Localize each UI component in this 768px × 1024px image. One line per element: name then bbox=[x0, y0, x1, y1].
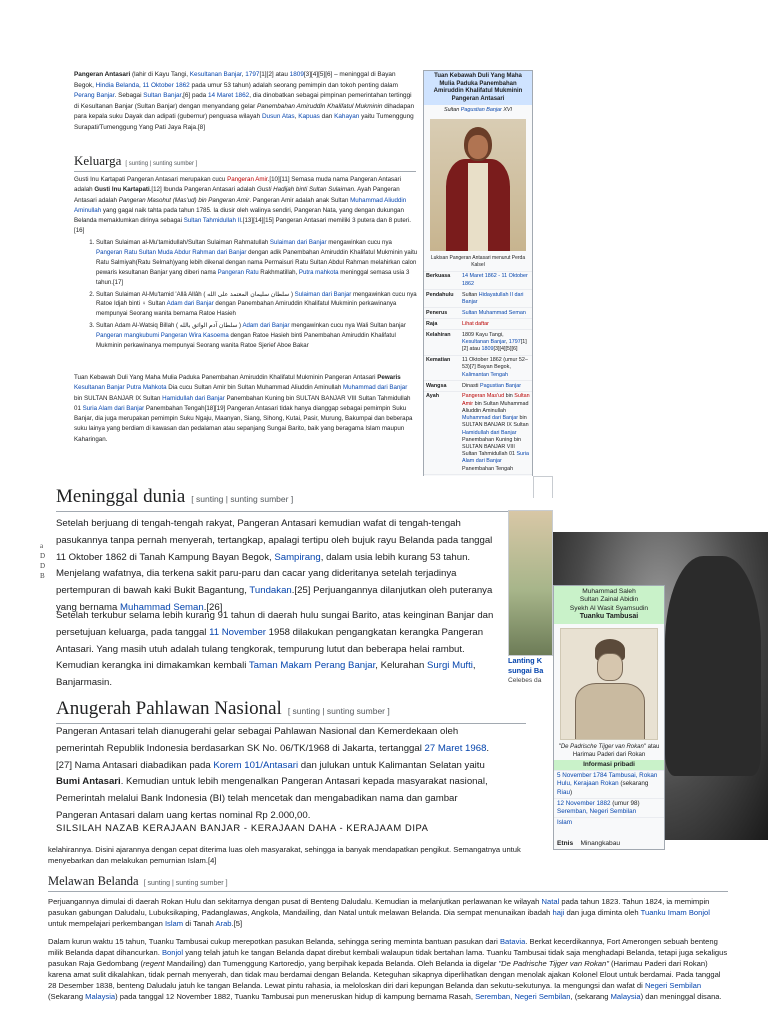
list-item bbox=[96, 290, 418, 320]
infobox-title: Tuan Kebawah Duli Yang Maha Mulia Paduka Panembahan Amiruddin Khalifatul Mukminin Pangeran Antasari bbox=[424, 71, 532, 105]
wiki-link[interactable]: Islam bbox=[557, 819, 573, 827]
text-run: Dalam kurun waktu 15 tahun, Tuanku Tambusai cukup merepotkan pasukan Belanda, sehingga sering meminta bantuan pasukan dari bbox=[48, 937, 500, 946]
text-run: Dia cucu Sultan Amir bin Sultan Muhammad Aliuddin Aminullah bbox=[166, 384, 343, 392]
text-run: .[27] Nama Antasari diabadikan pada bbox=[56, 742, 490, 771]
text-run: Perjuangannya dimulai di daerah Rokan Hulu dan sekitarnya dengan pusat di Benteng Daludalu. Kemudian ia melanjutkan perlawanan ke wilayah bbox=[48, 897, 542, 906]
wiki-link[interactable]: haji bbox=[552, 908, 565, 917]
margin-glyph: D bbox=[40, 562, 46, 570]
wiki-link[interactable]: Taman Makam Perang Banjar bbox=[248, 660, 376, 672]
heading-text: Meninggal dunia bbox=[56, 486, 186, 507]
infobox-caption: Lukisan Pangeran Antasari menurut Perda Kalsel bbox=[430, 254, 526, 268]
text-run: Panembahan Tengah[18][19] Pangeran Antasari tidak hanya dianggap sebagai pemimpin Suku Banjar, dia juga merupakan pemimpin Suku Ngaju, Maanyan, Siang, Sihong, Kutai, Pasir, Murung, Bakumpai dan beberapa suku lainya yang berdiam di kawasan dan pedalaman atau sepanjang Sungai Barito, baik yang beragama Islam maupun Kaharingan. bbox=[74, 404, 413, 443]
wiki-link[interactable]: Tuanku Imam Bonjol bbox=[640, 908, 710, 917]
wiki-link[interactable]: Tambusai, Rokan Hulu, Kerajaan Rokan bbox=[557, 772, 658, 788]
section-header: Informasi pribadi bbox=[554, 760, 664, 770]
infobox-key: Berkuasa bbox=[424, 271, 460, 289]
edit-link[interactable]: [ sunting | sunting sumber ] bbox=[287, 706, 390, 716]
lineage-paragraph bbox=[74, 373, 416, 445]
portrait-face-shape bbox=[597, 653, 623, 681]
text-run: dengan Panembahan Amiruddin Khalifatul Mukminin perkawinanya mempunyai Seorang wanita bernama Ratoe Hasieh bbox=[96, 300, 397, 318]
text-run: .[25] Perjuangannya dilanjutkan oleh puteranya yang bernama bbox=[56, 585, 493, 613]
text-run: . Kemudian untuk lebih mengenalkan Pangeran Antasari kepada masyarakat nasional, Pemerintah melalui Bank Indonesia (BI) telah mencetak dan mengabadikan nama dan gambar Pangeran Antasari dalam uang kertas nominal Rp 2.000,00. bbox=[56, 776, 488, 821]
wiki-link[interactable]: Pangeran Ratu bbox=[217, 268, 259, 276]
painting-caption-line[interactable]: sungai Ba bbox=[508, 666, 544, 675]
wiki-link[interactable]: Adam dari Banjar bbox=[166, 300, 214, 308]
etnis-row bbox=[553, 838, 665, 850]
text-run: meninggal semasa usia 3 tahun.[17] bbox=[96, 268, 410, 286]
wiki-link[interactable]: Natal bbox=[541, 897, 560, 906]
text-run: "De Padrische Tijger van Rokan" bbox=[498, 959, 609, 968]
redlink[interactable]: Lihat daftar bbox=[462, 320, 489, 327]
painting-caption-line: Celebes da bbox=[508, 677, 542, 684]
text-run: bin bbox=[504, 393, 515, 400]
wiki-link[interactable]: Malaysia bbox=[85, 992, 116, 1001]
wiki-link[interactable]: Bonjol bbox=[161, 948, 184, 957]
infobox-value bbox=[460, 330, 532, 355]
painting-caption-line[interactable]: Lanting K bbox=[508, 656, 543, 665]
wiki-link[interactable]: Dusun Atas bbox=[261, 113, 295, 121]
wiki-link[interactable]: 11 Oktober 1862 bbox=[142, 81, 190, 89]
text-run: .[5] bbox=[231, 919, 243, 928]
redlink[interactable]: Pangeran Mas'ud bbox=[462, 393, 505, 400]
text-run: (Harimau Paderi dari Rokan) karena amat sulit dikalahkan, tidak pernah menyerah, dan tidak mau berdamai dengan Belanda. Keteguhan sikapnya diperlihatkan dengan menolak ajakan Kolonel Elout untuk berdamai. Pada tanggal 28 Desember 1838, benteng Daludalu jatuh ke tangan Belanda. Lewat pintu rahasia, ia meloloskan diri dari kepungan Belanda dan sekutu-sekutunya. Ia mengungsi dan wafat di bbox=[48, 959, 721, 990]
wiki-link[interactable]: Suria Alam dari Banjar bbox=[82, 404, 145, 412]
etnis-value: Minangkabau bbox=[580, 840, 621, 847]
family-list bbox=[96, 238, 418, 353]
born-row bbox=[554, 770, 664, 798]
text-run: bin SULTAN BANJAR IX Sultan bbox=[74, 394, 163, 402]
text-run: 11 Oktober 1862 (umur 52–53)[7] Bayan Begok, bbox=[462, 357, 528, 371]
wiki-link[interactable]: Tundakan bbox=[249, 585, 292, 597]
text-run: Pangeran Antasari bbox=[74, 71, 131, 78]
title-line: Syekh Al Wasit Syamsudin bbox=[569, 604, 649, 612]
text-run: yaitu Tumenggung Surapati/Tumenggung Yang Pati Jaya Raja. bbox=[74, 113, 414, 131]
infobox-title bbox=[554, 586, 664, 624]
text-run: Gusti Inu Kartapati Pangeran Antasari merupakan cucu bbox=[74, 176, 228, 183]
wiki-link[interactable]: Seremban bbox=[475, 992, 511, 1001]
caption-italic: "De Padrische Tijger van Rokan" bbox=[558, 743, 646, 750]
text-run: 1809 Kayu Tangi, bbox=[462, 331, 504, 338]
frame-stub bbox=[533, 476, 553, 498]
infobox-value bbox=[460, 308, 532, 319]
text-run: dan bbox=[319, 113, 335, 121]
wiki-link[interactable]: 1809 bbox=[289, 71, 304, 78]
wiki-link[interactable]: Muhammad dari Banjar bbox=[343, 384, 408, 392]
redlink[interactable]: Pangeran Amir bbox=[227, 176, 268, 183]
wiki-link[interactable]: Kesultanan Banjar bbox=[189, 71, 242, 78]
infobox-rows bbox=[424, 271, 532, 482]
text-run: , bbox=[505, 338, 509, 345]
wiki-link[interactable]: Malaysia bbox=[610, 992, 641, 1001]
text-run: Bumi Antasari bbox=[56, 776, 121, 788]
infobox-key: Raja bbox=[424, 319, 460, 330]
text-run: .[13][14][15] Pangeran Antasari memiliki 3 putera dan 8 puteri.[16] bbox=[74, 217, 411, 235]
wiki-link[interactable]: 14 Maret 1862 bbox=[207, 92, 250, 100]
text-run: Setelah berjuang di tengah-tengah rakyat, Pangeran Antasari kemudian wafat di tengah-tengah pasukannya tanpa pernah menyerah, tertangkap, apalagi tertipu oleh bujuk rayu Belanda pada tanggal 11 Oktober 1862 di Tanah Kampung Bayan Begok, bbox=[56, 518, 493, 563]
wiki-link[interactable]: Muhammad Aliuddin Aminullah bbox=[74, 196, 407, 214]
text-run: ,[6] pada bbox=[181, 92, 208, 100]
wiki-link[interactable]: Pagustian Banjar bbox=[479, 382, 522, 389]
text-run: . Ayah Pangeran Antasari adalah bbox=[74, 186, 400, 204]
wiki-link[interactable]: Hidayatullah II dari Banjar bbox=[462, 291, 524, 305]
painting-thumbnail[interactable] bbox=[508, 510, 553, 656]
lead-paragraph bbox=[74, 70, 416, 134]
edit-link[interactable]: [ sunting | sunting sumber ] bbox=[125, 161, 198, 167]
wiki-link[interactable]: Korem 101/Antasari bbox=[213, 759, 299, 771]
wiki-link[interactable]: Sampirang bbox=[274, 551, 321, 563]
list-item bbox=[96, 238, 418, 288]
article-tambusai-bottom bbox=[40, 842, 768, 1024]
wiki-link[interactable]: Sultan Banjar bbox=[143, 92, 182, 100]
caption-rest: atau Harimau Paderi dari Rokan bbox=[572, 743, 660, 758]
list-item bbox=[96, 321, 418, 351]
wiki-link[interactable]: Surgi Mufti bbox=[427, 660, 473, 672]
infobox-key: Penerus bbox=[424, 308, 460, 319]
heading-text: Melawan Belanda bbox=[48, 874, 139, 888]
wiki-link[interactable]: Hamidullah dari Banjar bbox=[462, 429, 517, 436]
infobox-subtitle bbox=[424, 105, 532, 116]
infobox-row bbox=[424, 355, 532, 380]
wiki-link[interactable]: Kahayan bbox=[334, 113, 360, 121]
infobox-key: Pendahulu bbox=[424, 290, 460, 308]
wiki-link[interactable]: Putra Mahkota bbox=[126, 384, 167, 392]
infobox-row bbox=[424, 308, 532, 319]
text-run: , bbox=[241, 71, 246, 78]
margin-glyph: a bbox=[40, 542, 44, 550]
text-run: , bbox=[510, 992, 515, 1001]
text-run: Pewaris bbox=[377, 374, 401, 381]
wiki-link[interactable]: Kesultanan Banjar bbox=[462, 338, 506, 345]
wiki-link[interactable]: Pangeran mangkubumi Pangeran Wira Kasoema bbox=[96, 332, 229, 340]
text-run: Sultan Adam Al-Watsiq Billah ( سلطان آدم الواثق بالله ) bbox=[96, 322, 243, 330]
text-run: ) dan meninggal disana. bbox=[640, 992, 722, 1001]
infobox-value bbox=[460, 290, 532, 308]
title-line: Sultan Zainal Abidin bbox=[579, 596, 639, 604]
keluarga-paragraph bbox=[74, 175, 416, 237]
religion-row bbox=[554, 817, 664, 828]
infobox-key: Kematian bbox=[424, 355, 460, 380]
infobox-value bbox=[460, 271, 532, 289]
wiki-link[interactable]: Hamidullah dari Banjar bbox=[162, 394, 225, 402]
wiki-link[interactable]: Islam bbox=[164, 919, 184, 928]
heading-keluarga bbox=[74, 153, 416, 172]
article-antasari-middle bbox=[0, 476, 553, 826]
text-run: dan julukan untuk Kalimantan Selatan yaitu bbox=[298, 759, 485, 771]
infobox-row bbox=[424, 381, 532, 392]
text-run: [3][4][5][6] – meninggal di Bayan Begok, bbox=[74, 71, 396, 89]
text-run: [3][4][5][6] bbox=[493, 346, 518, 353]
text-run: bin Sultan Muhammad Aliuddin Aminullah bbox=[462, 400, 529, 414]
text-run: Panembahan Kuning bin SULTAN BANJAR VIII Sultan Tahmidullah 01 bbox=[74, 394, 411, 412]
text-run: dengan adik Panembahan Amiruddin Khalifatul Mukminin yaitu Ratu Salmiyah(Ratu Selmah)yang lebih dikenal dengan nama Permaisuri Ratu Sultan Abdul Rahman melahirkan calon pewaris kesultanan Banjar yang diberi nama bbox=[96, 248, 418, 276]
wiki-link[interactable]: Batavia bbox=[499, 937, 526, 946]
edit-link[interactable]: [ sunting | sunting sumber ] bbox=[143, 880, 228, 887]
article-antasari-top bbox=[62, 62, 538, 482]
wiki-link[interactable]: Putra mahkota bbox=[298, 268, 339, 276]
text-run: dengan Ratoe Hasieh binti Panembahan Amiruddin Khalifatul Mukminin perkawinanya mempunyai Seorang wanita Ratoe Sjerief Aboe Bakar bbox=[96, 332, 396, 350]
infobox-antasari bbox=[423, 70, 533, 482]
infobox-key: Ayah bbox=[424, 392, 460, 475]
title-line: Muhammad Saleh bbox=[582, 588, 636, 595]
text-run: yang telah jatuh ke tangan Belanda dapat direbut kembali walaupun tidak bertahan lama. Tuanku Tambusai tidak saja menghadapi Belanda, tetapi juga sekaligus pasukan Raja Gedombang ( bbox=[48, 948, 728, 968]
wiki-link[interactable]: Kapuas bbox=[298, 113, 320, 121]
text-run: bin SULTAN BANJAR IX Sultan bbox=[462, 415, 529, 429]
subtitle-pre: Sultan bbox=[443, 107, 461, 114]
heading-anugerah bbox=[56, 698, 526, 724]
text-run: Dinasti bbox=[462, 382, 480, 389]
infobox-value bbox=[460, 319, 532, 330]
heading-text: Keluarga bbox=[74, 153, 122, 168]
text-run: . Sebagai bbox=[114, 92, 144, 100]
infobox-row bbox=[424, 330, 532, 355]
wiki-link[interactable]: Sulaiman dari Banjar bbox=[269, 239, 327, 246]
infobox-tambusai bbox=[553, 585, 665, 857]
text-run: , Banjarmasin. bbox=[56, 660, 476, 689]
infobox-row bbox=[424, 271, 532, 289]
text-run: Sultan Sulaiman al-Mu'tamidullah/Sultan Sulaiman Rahmatullah bbox=[96, 239, 270, 246]
subtitle-link[interactable]: Pagustian Banjar bbox=[460, 107, 502, 114]
wiki-link[interactable]: 1797 bbox=[508, 338, 521, 345]
wiki-link[interactable]: 11 November bbox=[209, 626, 266, 638]
text-run: mengawinkan cucu nya Ratoe Idjah binti ♀ Sultan bbox=[96, 290, 417, 308]
text-run: [1][2] atau bbox=[462, 338, 527, 353]
text-run: ) bbox=[569, 788, 573, 796]
subtitle-post: XVI bbox=[501, 107, 513, 114]
wiki-link[interactable]: Seremban, Negeri Sembilan bbox=[557, 808, 637, 816]
infobox-value bbox=[460, 392, 532, 475]
text-run: .[10][11] Semasa muda nama Pangeran Antasari adalah bbox=[74, 176, 401, 194]
reburial-paragraph bbox=[56, 608, 496, 692]
margin-glyph: B bbox=[40, 572, 45, 580]
text-run: Sultan bbox=[462, 291, 479, 298]
died-row bbox=[554, 798, 664, 817]
resistance-paragraph bbox=[48, 936, 728, 1002]
text-run: , bbox=[294, 113, 299, 121]
wiki-link[interactable]: Sultan Tahmidullah II bbox=[183, 217, 242, 225]
text-run: Rakhmatillah, bbox=[258, 268, 299, 276]
infobox-key: Kelahiran bbox=[424, 330, 460, 355]
portrait-body-shape bbox=[575, 683, 645, 740]
portrait-vest-shape bbox=[468, 163, 488, 251]
text-run: regent bbox=[142, 959, 165, 968]
text-run: Gusti Inu Kartapati bbox=[94, 186, 150, 194]
text-run: Tuan Kebawah Duli Yang Maha Mulia Paduka Panembahan Amiruddin Khalifatul Mukminin Pangeran Antasari bbox=[74, 374, 378, 381]
heading-meninggal-dunia bbox=[56, 486, 526, 512]
infobox-value bbox=[460, 381, 532, 392]
text-run: . Pangeran Amir adalah anak Sultan bbox=[249, 196, 351, 204]
text-run: untuk mempelajari perkembangan bbox=[48, 919, 165, 928]
text-run: Sultan Sulaiman Al-Mu'tamid 'Allâ Allâh ( سلطان سليمان المعتمد على الله ) bbox=[96, 290, 295, 298]
edit-link[interactable]: [ sunting | sunting sumber ] bbox=[191, 494, 294, 504]
wiki-link[interactable]: 5 November 1784 bbox=[557, 772, 608, 780]
text-run: pada tahun 1823. Tahun 1824, ia memimpin pasukan gabungan Daludalu, Lubuksikaping, Padanglawas, Angkola, Mandailing, dan Natal untuk melawan Belanda. Dia sempat menunaikan ibadah bbox=[48, 897, 710, 917]
text-run: Panembahan Tengah bbox=[462, 465, 514, 472]
text-run: mengawinkan cucu nya Wali Sultan banjar bbox=[289, 322, 406, 330]
text-run: pada umur 53 tahun) adalah seorang pemimpin dan tokoh penting dalam bbox=[189, 81, 398, 89]
wiki-link[interactable]: Pangeran Ratu Sultan Muda Abdur Rahman dari Banjar bbox=[96, 248, 247, 256]
text-run: .[12] Ibunda Pangeran Antasari adalah bbox=[149, 186, 258, 194]
wiki-link[interactable]: 1809 bbox=[481, 346, 494, 353]
wiki-link[interactable]: Perang Banjar bbox=[74, 92, 115, 100]
lineage-banner: SILSILAH NAZAB KERAJAAN BANJAR - KERAJAAN DAHA - KERAJAAM DIPA bbox=[56, 822, 429, 833]
wiki-link[interactable]: Sultan Muhammad Seman bbox=[462, 309, 526, 316]
redlink[interactable]: Sultan Amir bbox=[462, 393, 530, 407]
text-run: Pangeran Masohut (Mas'ud) bin Pangeran Amir bbox=[118, 196, 250, 204]
text-run: . Berkat kecerdikannya, Fort Amerongen sebuah benteng milik Belanda dapat dihancurkan. bbox=[48, 937, 718, 957]
photo-figure-shape bbox=[665, 556, 761, 776]
wiki-link[interactable]: Hindia Belanda bbox=[95, 81, 140, 89]
text-run: Gusti Hadijah binti Sultan Sulaiman bbox=[257, 186, 355, 194]
wiki-link[interactable]: 27 Maret 1968 bbox=[424, 742, 487, 754]
wiki-link[interactable]: Negeri Sembilan bbox=[514, 992, 571, 1001]
infobox-key: Wangsa bbox=[424, 381, 460, 392]
heading-melawan-belanda bbox=[48, 874, 728, 892]
text-run: , dia dinobatkan sebagai pimpinan pemerintahan tertinggi di Kesultanan Banjar (Sultan Banjar) dengan menyandang gelar bbox=[74, 92, 412, 110]
text-run: (Sekarang bbox=[48, 992, 86, 1001]
text-run: [1][2] atau bbox=[259, 71, 290, 78]
death-paragraph bbox=[56, 516, 496, 617]
heading-text: Anugerah Pahlawan Nasional bbox=[56, 698, 282, 719]
text-run: , bbox=[139, 81, 143, 89]
wiki-link[interactable]: 1797 bbox=[245, 71, 260, 78]
margin-glyph: D bbox=[40, 552, 46, 560]
wiki-link[interactable]: Negeri Sembilan bbox=[644, 981, 702, 990]
wiki-link[interactable]: Kalimantan Tengah bbox=[462, 371, 509, 378]
text-run: .[26] bbox=[203, 601, 223, 613]
text-run: , (sekarang bbox=[570, 992, 611, 1001]
wiki-link[interactable]: Muhammad Seman bbox=[120, 601, 204, 613]
text-run: (lahir di Kayu Tangi, bbox=[130, 71, 190, 78]
text-run: di Tanah bbox=[183, 919, 216, 928]
text-run: Panembahan Kuning bin SULTAN BANJAR VIII Sultan Tahmidullah 01 bbox=[462, 436, 522, 458]
wiki-link[interactable]: Kesultanan Banjar bbox=[74, 384, 125, 392]
text-run: ) pada tanggal 12 November 1882, Tuanku Tambusai pun meneruskan hidup di kampung bernama Rasah, bbox=[115, 992, 476, 1001]
portrait-tambusai-image[interactable] bbox=[560, 628, 658, 740]
infobox-value bbox=[460, 355, 532, 380]
wiki-link[interactable]: 14 Maret 1862 - 11 Oktober 1862 bbox=[462, 273, 528, 287]
text-run: Mandailing) dan Tumenggung Kartoredjo, yang berpihak kepada Belanda. Oleh Belanda ia digelar bbox=[164, 959, 499, 968]
wiki-link[interactable]: Adam dari Banjar bbox=[242, 322, 290, 330]
text-run: Pangeran Antasari telah dianugerahi gelar sebagai Pahlawan Nasional dan Kemerdekaan oleh pemerintah Republik Indonesia berdasarkan SK No. 06/TK/1968 di Jakarta, tertanggal bbox=[56, 726, 459, 754]
award-paragraph bbox=[56, 724, 496, 825]
text-run: Panembahan Amiruddin Khalifatul Mukminin bbox=[256, 102, 383, 110]
text-run: [8] bbox=[197, 123, 205, 131]
wiki-link[interactable]: Suria Alam dari Banjar bbox=[462, 451, 530, 465]
wiki-link[interactable]: 12 November 1882 bbox=[557, 799, 611, 807]
infobox-row bbox=[424, 392, 532, 475]
infobox-row bbox=[424, 290, 532, 308]
text-run: 1958 dilakukan pengangkatan kerangka Pangeran Antasari. Yang masih utuh adalah tulang tengkorak, tempurung lutut dan beberapa helai rambut. Kemudian kerangka ini dimakamkan kembali bbox=[56, 626, 484, 672]
wiki-link[interactable]: Riau bbox=[557, 788, 570, 796]
struggle-paragraph bbox=[48, 896, 728, 929]
text-run: Setelah terkubur selama lebih kurang 91 tahun di daerah hulu sungai Barito, atas keinginan Banjar dan persetujuan keluarga, pada tanggal bbox=[56, 610, 494, 638]
wiki-link[interactable]: Muhammad dari Banjar bbox=[462, 415, 519, 422]
intro-fragment bbox=[48, 844, 528, 866]
wiki-link[interactable]: Arab bbox=[215, 919, 232, 928]
text-run: dan juga diminta oleh bbox=[564, 908, 641, 917]
text-run: dihadapan para kepala suku Dayak dan adipati (gubernur) penguasa wilayah bbox=[74, 102, 415, 121]
text-run: (umur 98) bbox=[610, 799, 640, 807]
text-run: (sekarang bbox=[618, 780, 649, 788]
text-run: mengawinkan cucu nya bbox=[326, 239, 392, 246]
text-run: , Kelurahan bbox=[375, 660, 428, 672]
portrait-face-shape bbox=[468, 135, 488, 159]
text-run: kelahirannya. Disini ajarannya dengan cepat diterima luas oleh masyarakat, sehingga ia banyak mendapatkan pengikut. Semangatnya untuk menyebarkan dan melakukan pemurnian Islam.[4] bbox=[48, 845, 521, 865]
infobox-table bbox=[424, 271, 532, 482]
title-bold: Tuanku Tambusai bbox=[579, 613, 639, 621]
wiki-link[interactable]: Sulaiman dari Banjar bbox=[294, 290, 352, 298]
infobox-caption bbox=[554, 742, 664, 760]
infobox-row bbox=[424, 319, 532, 330]
etnis-key: Etnis bbox=[557, 840, 574, 847]
text-run: , dalam usia lebih kurang 53 tahun. Menjelang wafatnya, dia terkena sakit paru-paru dan cacar yang dideritanya setelah terjadinya pertempuran di bawah kaki Bukit Bagantung, bbox=[56, 551, 471, 597]
text-run: yang gagal naik tahta pada tahun 1785. Ia diusir oleh walinya sendiri, Pangeran Nata, yang dengan dukungan Belanda memaklumkan dirinya sebagai bbox=[74, 206, 404, 225]
portrait-antasari-image[interactable] bbox=[430, 119, 526, 251]
